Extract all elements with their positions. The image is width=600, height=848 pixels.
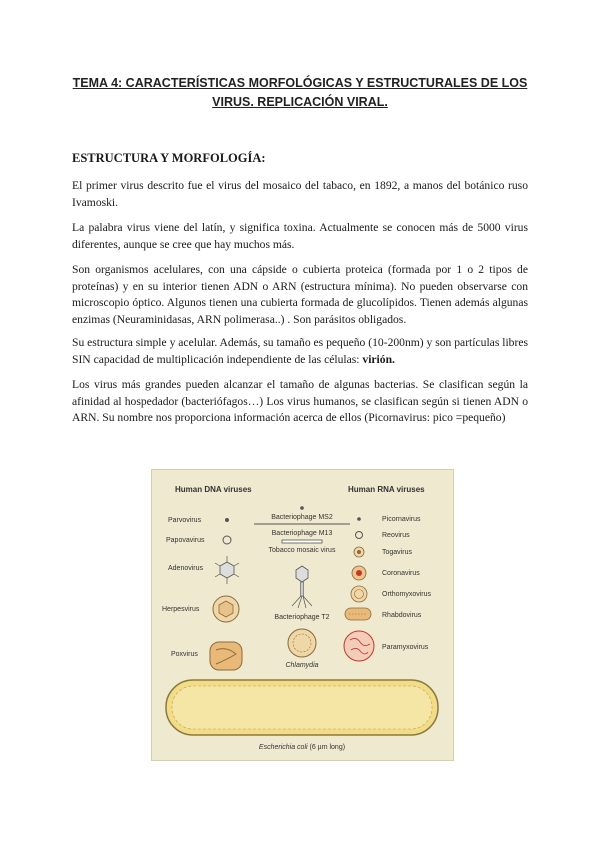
papovavirus-particle — [223, 536, 231, 544]
label-t2: Bacteriophage T2 — [274, 614, 330, 621]
orthomyxovirus-particle — [351, 586, 367, 602]
label-picornavirus: Picornavirus — [382, 516, 421, 523]
reovirus-particle — [356, 532, 363, 539]
label-poxvirus: Poxvirus — [171, 651, 198, 658]
paragraph-3: Son organismos acelulares, con una cápside o cubierta proteica (formada por 1 o 2 tipos de proteínas) y en su interior tienen ADN o ARN (estructura mínima). No pueden observarse con microscopio óptico. Algunos tienen una cubierta formada de glucolípidos. Tienen además algunas enzimas (Neuraminidasas, ARN polimerasa..) . Son parásitos obligados. — [72, 263, 528, 326]
label-orthomyxovirus: Orthomyxovirus — [382, 591, 432, 598]
virus-size-figure — [151, 469, 454, 761]
title-line-1: TEMA 4: CARACTERÍSTICAS MORFOLÓGICAS Y ESTRUCTURALES DE LOS — [72, 76, 528, 90]
section-heading: ESTRUCTURA Y MORFOLOGÍA: — [72, 151, 266, 165]
coronavirus-particle — [352, 566, 366, 580]
label-paramyxovirus: Paramyxovirus — [382, 644, 429, 651]
label-chlamydia: Chlamydia — [285, 662, 319, 669]
label-papovavirus: Papovavirus — [166, 537, 205, 544]
rna-header: Human RNA viruses — [348, 485, 425, 494]
label-herpesvirus: Herpesvirus — [162, 606, 200, 613]
label-adenovirus: Adenovirus — [168, 565, 204, 572]
paragraph-4-bold: virión. — [362, 352, 395, 366]
label-ecoli-name: Escherichia coli — [258, 744, 308, 751]
paragraph-5: Los virus más grandes pueden alcanzar el tamaño de algunas bacterias. Se clasifican según la afinidad al hospedador (bacteriófagos…) Los virus humanos, se clasifican según si tienen ADN o ARN. Su nombre nos proporciona información acerca de ellos (Picornavirus: pico =pequeño) — [72, 378, 528, 424]
herpesvirus-particle — [213, 596, 239, 622]
label-coronavirus: Coronavirus — [382, 570, 420, 577]
title-line-2: VIRUS. REPLICACIÓN VIRAL. — [212, 95, 388, 109]
paragraph-4-text: Su estructura simple y acelular. Además, su tamaño es pequeño (10-200nm) y son partículas libres SIN capacidad de multiplicación independiente de las células: — [72, 336, 528, 366]
paramyxovirus-particle — [344, 631, 374, 661]
label-rhabdovirus: Rhabdovirus — [382, 612, 422, 619]
virus-figure-svg — [152, 470, 453, 760]
paragraph-1: El primer virus descrito fue el virus del mosaico del tabaco, en 1892, a manos del botánico ruso Ivamoski. — [72, 179, 528, 209]
label-ms2: Bacteriophage MS2 — [271, 514, 333, 521]
dna-header: Human DNA viruses — [175, 485, 252, 494]
label-togavirus: Togavirus — [382, 549, 412, 556]
label-tmv: Tobacco mosaic virus — [268, 547, 336, 554]
paragraph-2: La palabra virus viene del latín, y significa toxina. Actualmente se conocen más de 5000 virus diferentes, aunque se cree que hay muchos más. — [72, 221, 528, 251]
chlamydia-particle — [288, 629, 316, 657]
label-reovirus: Reovirus — [382, 532, 410, 539]
label-ecoli-size: (6 µm long) — [307, 744, 346, 751]
document-title — [60, 74, 540, 112]
adenovirus-particle — [215, 556, 239, 584]
parvovirus-particle — [225, 518, 229, 522]
picornavirus-particle — [357, 517, 361, 521]
poxvirus-particle — [210, 642, 242, 670]
t2-phage — [292, 566, 312, 608]
ecoli-cell — [166, 680, 438, 735]
rhabdovirus-particle — [345, 608, 371, 620]
paragraph-4 — [72, 335, 528, 368]
tmv-rod — [282, 540, 322, 543]
label-ecoli — [259, 744, 345, 751]
label-parvovirus: Parvovirus — [168, 517, 202, 524]
ms2-particle — [300, 506, 304, 510]
label-m13: Bacteriophage M13 — [271, 530, 333, 537]
togavirus-particle — [354, 547, 364, 557]
